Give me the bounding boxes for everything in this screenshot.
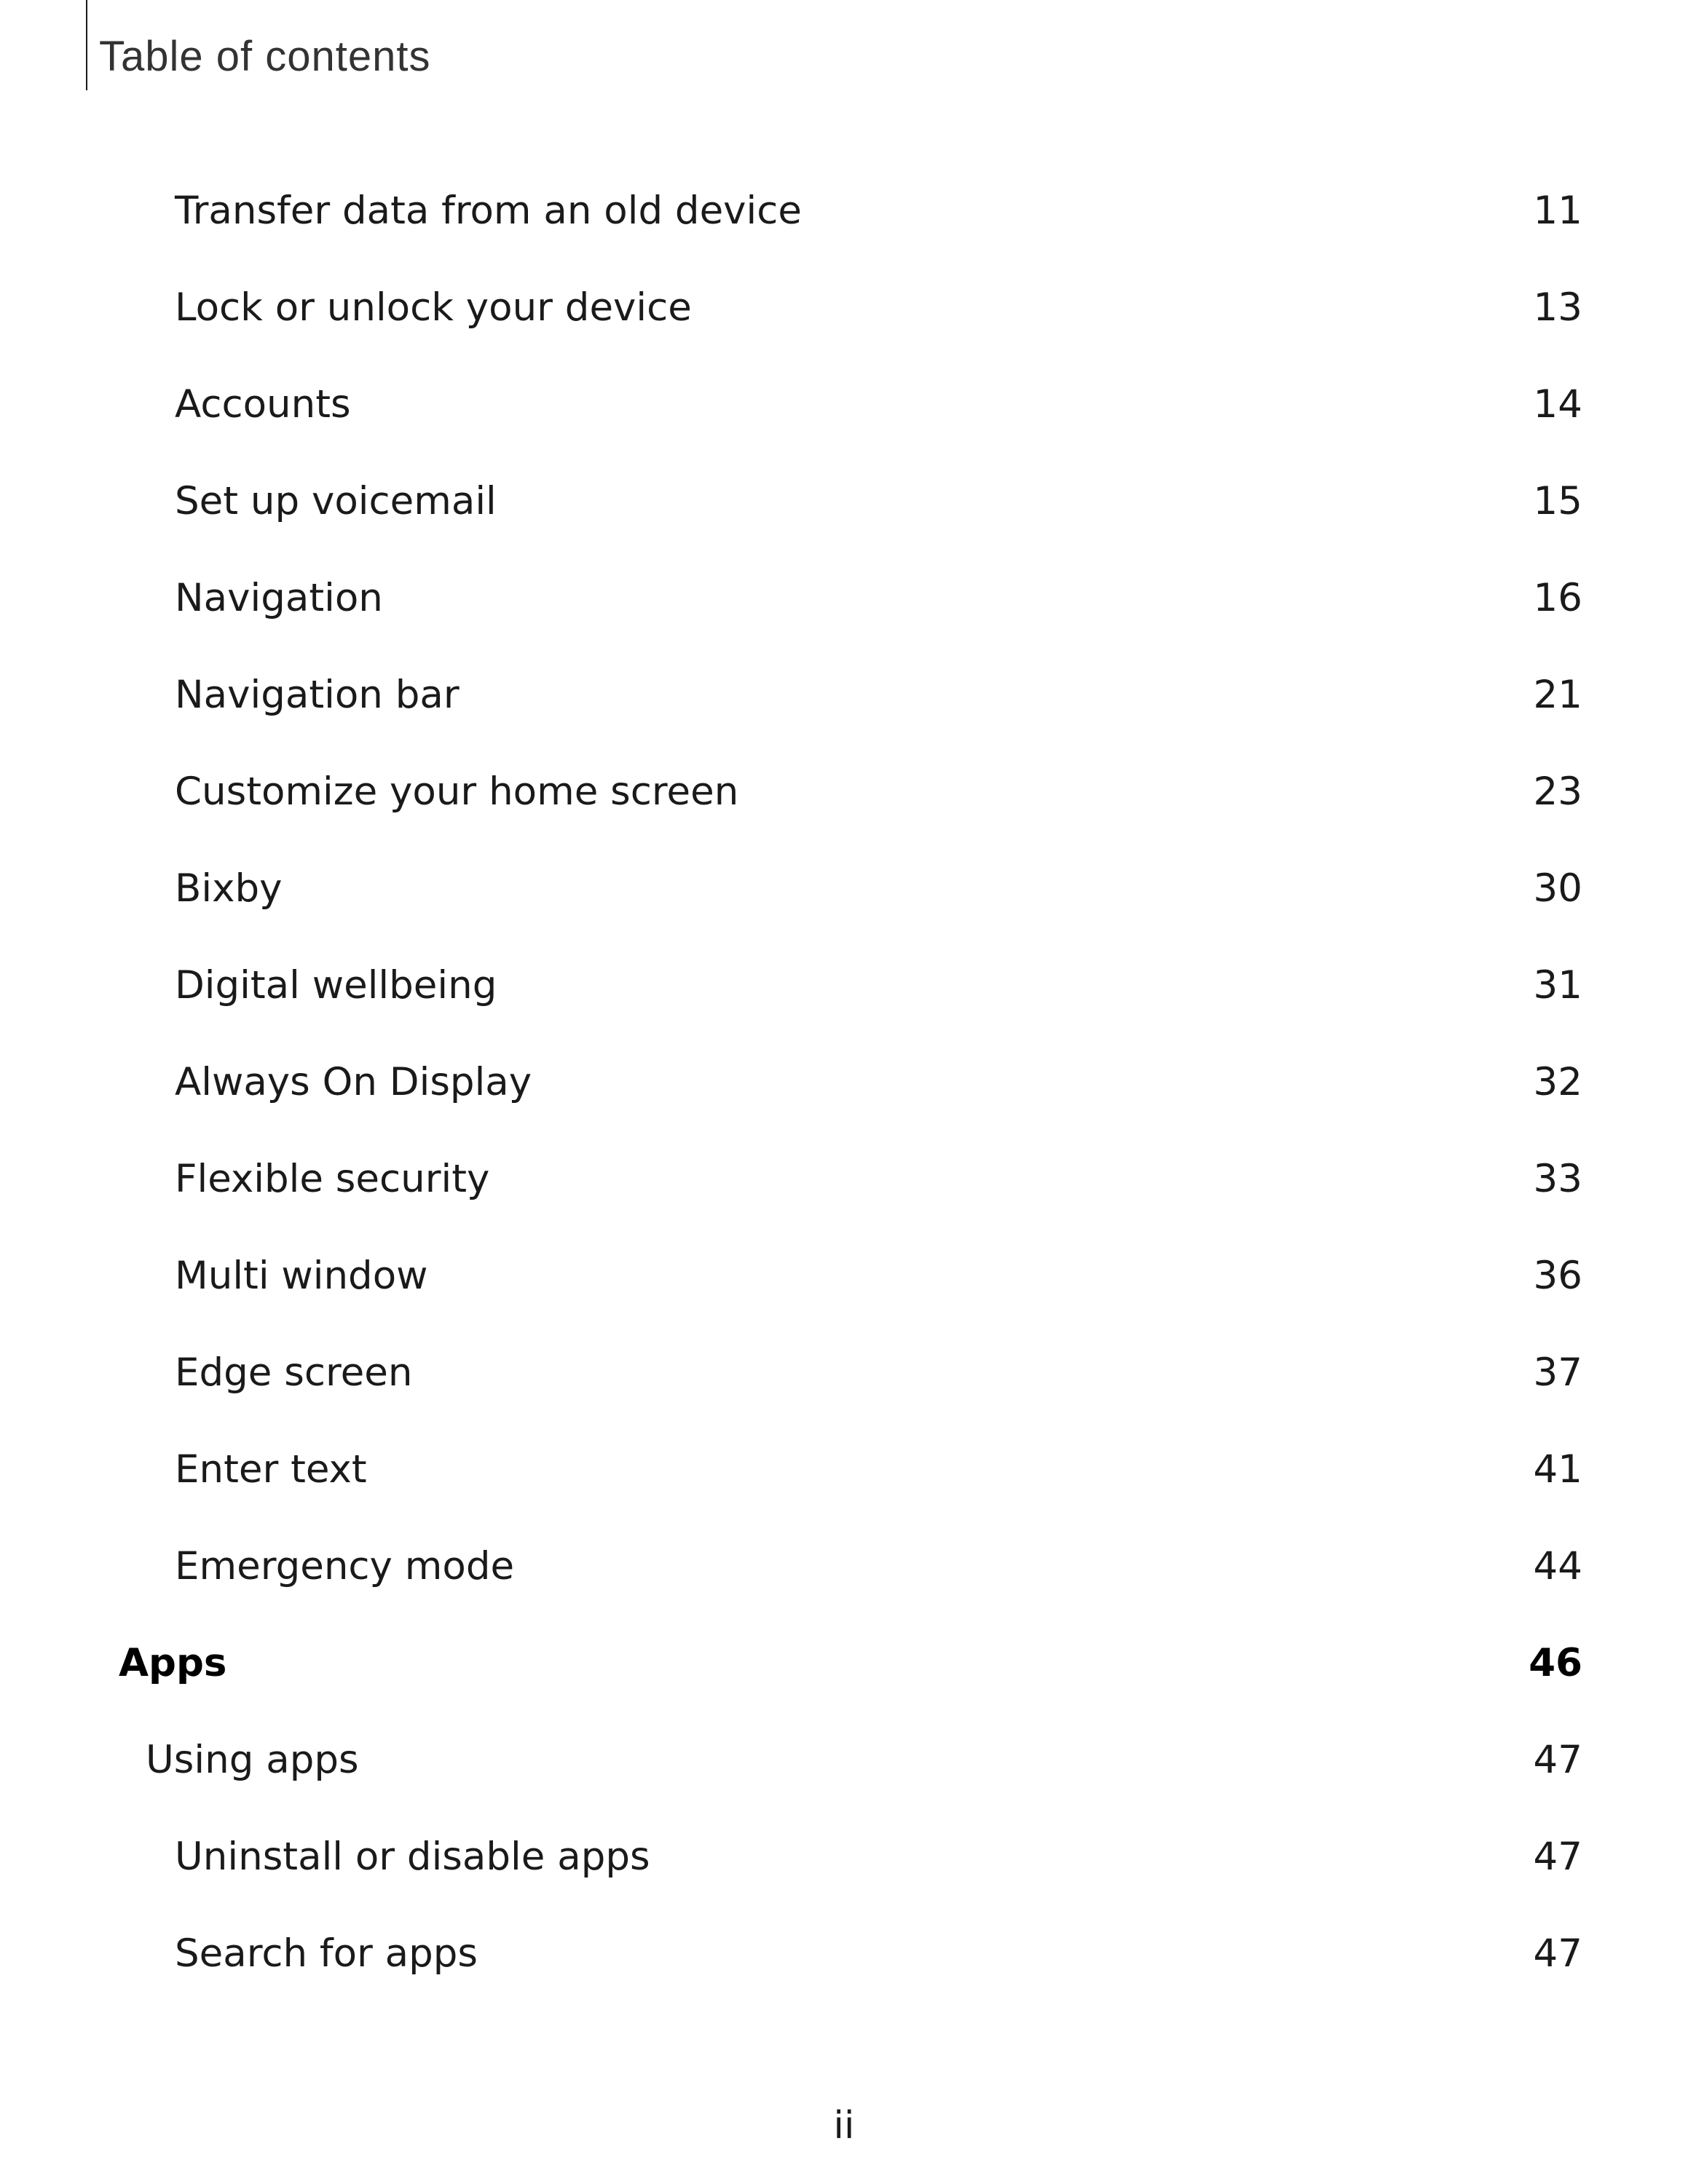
toc-entry-page: 16 bbox=[1533, 576, 1582, 620]
toc-section-label: Using apps bbox=[146, 1738, 359, 1782]
toc-entry-page: 30 bbox=[1533, 866, 1582, 911]
toc-chapter-label: Apps bbox=[119, 1641, 227, 1685]
toc-entry[interactable] bbox=[0, 666, 1688, 763]
toc-entry-label: Set up voicemail bbox=[175, 479, 497, 523]
toc-entry[interactable] bbox=[0, 1828, 1688, 1925]
toc-entry[interactable] bbox=[0, 860, 1688, 957]
toc-entry-label: Always On Display bbox=[175, 1060, 532, 1104]
toc-entry[interactable] bbox=[0, 1441, 1688, 1538]
toc-entry-label: Digital wellbeing bbox=[175, 963, 497, 1008]
toc-entry[interactable] bbox=[0, 569, 1688, 666]
page-header bbox=[0, 0, 1688, 95]
toc-entry-label: Navigation bbox=[175, 576, 383, 620]
header-divider bbox=[86, 0, 87, 90]
toc-entry-label: Lock or unlock your device bbox=[175, 285, 692, 330]
toc-entry-label: Transfer data from an old device bbox=[175, 189, 802, 233]
toc-entry-page: 37 bbox=[1533, 1350, 1582, 1395]
toc-entry-label: Flexible security bbox=[175, 1157, 490, 1201]
toc-entry-page: 33 bbox=[1533, 1157, 1582, 1201]
toc-entry[interactable] bbox=[0, 279, 1688, 376]
toc-section-page: 47 bbox=[1533, 1738, 1582, 1782]
toc-entry-label: Emergency mode bbox=[175, 1544, 515, 1588]
page-number: ii bbox=[833, 2104, 855, 2148]
toc-entry[interactable] bbox=[0, 1925, 1688, 2022]
toc-entry-label: Edge screen bbox=[175, 1350, 413, 1395]
toc-entry-label: Search for apps bbox=[175, 1931, 478, 1976]
toc-entry[interactable] bbox=[0, 1150, 1688, 1247]
toc-entry-page: 15 bbox=[1533, 479, 1582, 523]
toc-entry-label: Uninstall or disable apps bbox=[175, 1835, 650, 1879]
toc-entry[interactable] bbox=[0, 1344, 1688, 1441]
toc-entry[interactable] bbox=[0, 182, 1688, 279]
toc-chapter-entry[interactable] bbox=[0, 1634, 1688, 1731]
toc-entry-page: 32 bbox=[1533, 1060, 1582, 1104]
toc-entry-page: 47 bbox=[1533, 1835, 1582, 1879]
toc-entry-label: Enter text bbox=[175, 1447, 367, 1492]
toc-entry[interactable] bbox=[0, 763, 1688, 860]
toc-entry[interactable] bbox=[0, 472, 1688, 569]
toc-entry-page: 31 bbox=[1533, 963, 1582, 1008]
toc-entry[interactable] bbox=[0, 1053, 1688, 1150]
toc-entry[interactable] bbox=[0, 1247, 1688, 1344]
toc-entry-label: Navigation bar bbox=[175, 673, 460, 717]
toc-entry-label: Accounts bbox=[175, 382, 351, 427]
toc-chapter-page: 46 bbox=[1529, 1641, 1582, 1685]
toc-entry-label: Bixby bbox=[175, 866, 283, 911]
toc-entry-page: 13 bbox=[1533, 285, 1582, 330]
toc-entry-page: 41 bbox=[1533, 1447, 1582, 1492]
toc-entry[interactable] bbox=[0, 376, 1688, 472]
toc-entry-label: Customize your home screen bbox=[175, 769, 739, 814]
toc-section-entry[interactable] bbox=[0, 1731, 1688, 1828]
toc-entry-page: 36 bbox=[1533, 1254, 1582, 1298]
toc-entry[interactable] bbox=[0, 1538, 1688, 1634]
toc-entry-page: 47 bbox=[1533, 1931, 1582, 1976]
toc-entry-page: 23 bbox=[1533, 769, 1582, 814]
toc-entry-page: 21 bbox=[1533, 673, 1582, 717]
table-of-contents bbox=[0, 182, 1688, 2022]
toc-entry-page: 11 bbox=[1533, 189, 1582, 233]
toc-entry[interactable] bbox=[0, 957, 1688, 1053]
toc-entry-page: 14 bbox=[1533, 382, 1582, 427]
toc-entry-label: Multi window bbox=[175, 1254, 428, 1298]
page-title: Table of contents bbox=[99, 33, 431, 80]
toc-entry-page: 44 bbox=[1533, 1544, 1582, 1588]
